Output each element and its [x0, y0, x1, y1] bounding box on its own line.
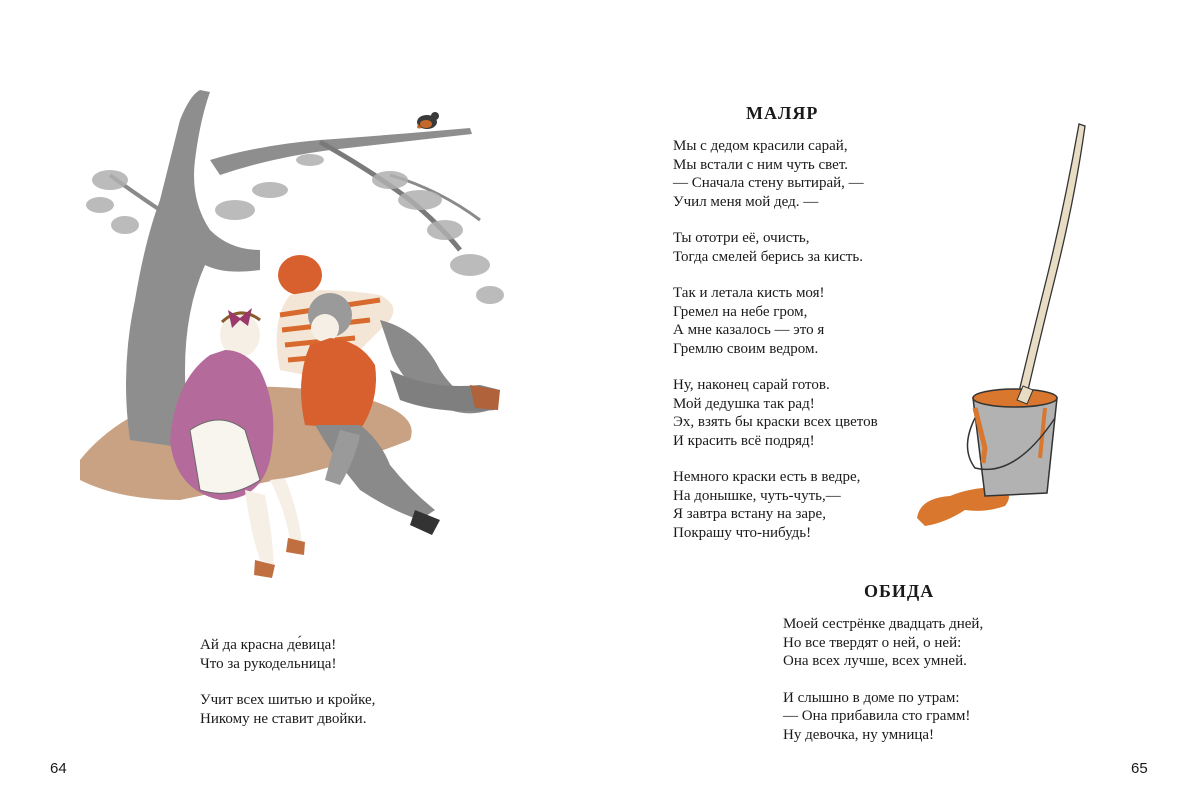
poem-line: И слышно в доме по утрам:: [783, 689, 960, 706]
paint-bucket-illustration: [905, 118, 1090, 538]
poem-obida: [783, 615, 983, 744]
stanza: [673, 376, 878, 450]
bird-icon: [417, 112, 439, 129]
poem-malyar: [673, 137, 878, 542]
poem-line: Покрашу что-нибудь!: [673, 524, 812, 541]
stanza: [200, 691, 375, 728]
poem-left: [200, 636, 375, 728]
stanza: [673, 137, 878, 211]
children-under-tree-illustration: [60, 80, 530, 590]
poem-line: Ай да красна де́вица!: [200, 637, 337, 653]
stanza: [673, 468, 878, 542]
poem-line: Что за рукодельница!: [200, 655, 337, 672]
poem-line: И красить всё подряд!: [673, 432, 815, 449]
stanza: [783, 615, 983, 671]
poem-title-malyar: МАЛЯР: [746, 103, 819, 123]
poem-line: Никому не ставит двойки.: [200, 710, 367, 727]
poem-line: А мне казалось — это я: [673, 322, 825, 338]
poem-line: Она всех лучше, всех умней.: [783, 653, 967, 669]
poem-line: Мы с дедом красили сарай,: [673, 138, 848, 154]
poem-line: Учит всех шитью и кройке,: [200, 692, 376, 708]
page-number-left: 64: [50, 760, 67, 777]
stanza: [673, 284, 878, 358]
poem-line: Ну девочка, ну умница!: [783, 726, 935, 743]
poem-line: Я завтра встану на заре,: [673, 506, 826, 522]
poem-line: Эх, взять бы краски всех цветов: [673, 414, 878, 430]
poem-line: Немного краски есть в ведре,: [673, 469, 861, 485]
poem-line: Гремлю своим ведром.: [673, 340, 819, 357]
poem-line: Так и летала кисть моя!: [673, 285, 825, 301]
stanza: [200, 636, 375, 673]
poem-line: — Она прибавила сто грамм!: [783, 708, 971, 724]
poem-line: Мой дедушка так рад!: [673, 395, 815, 412]
poem-line: Гремел на небе гром,: [673, 303, 808, 320]
poem-line: Учил меня мой дед. —: [673, 193, 819, 210]
stanza: [673, 229, 878, 266]
poem-line: Ты ототри её, очисть,: [673, 230, 810, 246]
poem-line: Но все твердят о ней, о ней:: [783, 634, 962, 651]
poem-line: — Сначала стену вытирай, —: [673, 175, 864, 191]
poem-line: На донышке, чуть-чуть,—: [673, 487, 841, 504]
brush-handle: [1017, 124, 1085, 403]
stanza: [783, 689, 983, 745]
poem-title-obida: ОБИДА: [864, 581, 935, 601]
page-number-right: 65: [1131, 760, 1148, 777]
poem-line: Мы встали с ним чуть свет.: [673, 156, 848, 173]
poem-line: Моей сестрёнке двадцать дней,: [783, 616, 984, 632]
poem-line: Ну, наконец сарай готов.: [673, 377, 830, 393]
poem-line: Тогда смелей берись за кисть.: [673, 248, 864, 265]
